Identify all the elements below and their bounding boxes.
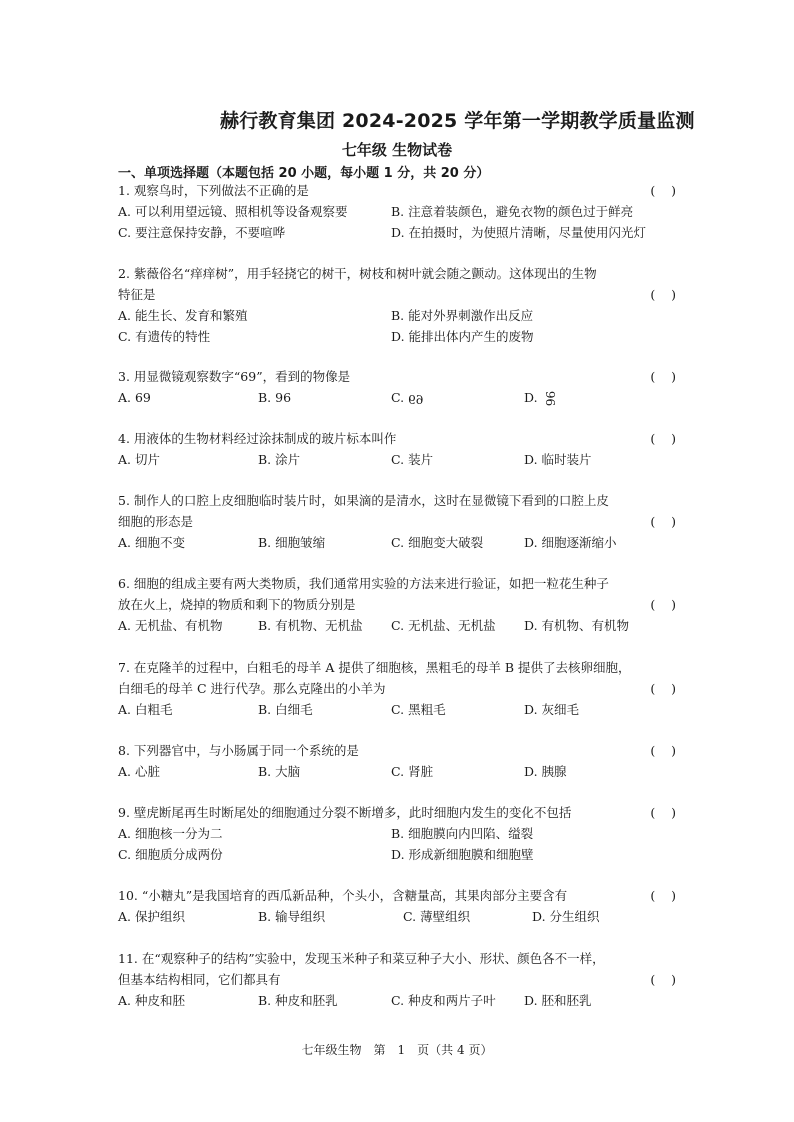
question-1 bbox=[118, 180, 676, 243]
question-6 bbox=[118, 573, 676, 636]
option-d: D. 胰腺 bbox=[524, 764, 567, 779]
question-stem-cont bbox=[118, 969, 676, 990]
options-row bbox=[118, 305, 676, 326]
question-stem-cont bbox=[118, 511, 676, 532]
options-row bbox=[118, 823, 676, 844]
answer-bracket: ( ) bbox=[650, 514, 676, 529]
inverted-number-image: 69 bbox=[408, 392, 424, 406]
option-c: C. 69 bbox=[391, 387, 423, 409]
question-3 bbox=[118, 366, 676, 408]
option-a: A. 保护组织 bbox=[118, 909, 185, 924]
question-2 bbox=[118, 263, 676, 347]
options-row bbox=[118, 990, 676, 1011]
option-a: A. 心脏 bbox=[118, 764, 160, 779]
options-row bbox=[118, 387, 676, 408]
page-footer: 七年级生物 第 1 页（共 4 页） bbox=[301, 1043, 493, 1057]
options-row bbox=[118, 201, 676, 222]
answer-bracket: ( ) bbox=[650, 681, 676, 696]
question-stem bbox=[118, 657, 676, 678]
option-c: C. 肾脏 bbox=[391, 764, 434, 779]
option-a: A. 细胞核一分为二 bbox=[118, 826, 223, 841]
option-a: A. 无机盐、有机物 bbox=[118, 618, 223, 633]
option-d: D. 96 bbox=[524, 387, 557, 409]
option-a: A. 可以利用望远镜、照相机等设备观察要 bbox=[118, 204, 348, 219]
option-a: A. 69 bbox=[118, 390, 151, 405]
option-d: D. 能排出体内产生的废物 bbox=[391, 329, 534, 344]
question-text: 3. 用显微镜观察数字“69”，看到的物像是 bbox=[118, 369, 351, 384]
question-stem bbox=[118, 428, 676, 449]
options-row bbox=[118, 326, 676, 347]
page-title: 赫行教育集团 2024-2025 学年第一学期教学质量监测 bbox=[220, 110, 695, 132]
option-c: C. 要注意保持安静，不要喧哗 bbox=[118, 225, 286, 240]
question-7 bbox=[118, 657, 676, 720]
option-c: C. 装片 bbox=[391, 452, 434, 467]
options-row bbox=[118, 449, 676, 470]
question-text: 细胞的形态是 bbox=[118, 514, 194, 529]
question-11 bbox=[118, 948, 676, 1011]
option-c: C. 细胞质分成两份 bbox=[118, 847, 223, 862]
option-b: B. 细胞皱缩 bbox=[258, 535, 326, 550]
question-text: 放在火上，烧掉的物质和剩下的物质分别是 bbox=[118, 597, 356, 612]
option-b: B. 输导组织 bbox=[258, 909, 326, 924]
options-row bbox=[118, 222, 676, 243]
question-stem-cont bbox=[118, 594, 676, 615]
option-d: D. 在拍摄时，为使照片清晰，尽量使用闪光灯 bbox=[391, 225, 647, 240]
answer-bracket: ( ) bbox=[650, 805, 676, 820]
option-b: B. 白细毛 bbox=[258, 702, 313, 717]
option-a: A. 细胞不变 bbox=[118, 535, 185, 550]
question-text: 1. 观察鸟时，下列做法不正确的是 bbox=[118, 183, 309, 198]
option-b: B. 注意着装颜色，避免衣物的颜色过于鲜亮 bbox=[391, 204, 634, 219]
option-b: B. 细胞膜向内凹陷、缢裂 bbox=[391, 826, 534, 841]
question-9 bbox=[118, 802, 676, 865]
question-stem bbox=[118, 490, 676, 511]
question-text: 但基本结构相同，它们都具有 bbox=[118, 972, 281, 987]
question-stem bbox=[118, 740, 676, 761]
option-c: C. 薄壁组织 bbox=[403, 909, 471, 924]
question-text: 白细毛的母羊 C 进行代孕。那么克隆出的小羊为 bbox=[118, 681, 386, 696]
question-stem-cont bbox=[118, 678, 676, 699]
option-d: D. 细胞逐渐缩小 bbox=[524, 535, 617, 550]
options-row bbox=[118, 906, 676, 927]
page-subtitle: 七年级 生物试卷 bbox=[341, 141, 453, 159]
option-c: C. 细胞变大破裂 bbox=[391, 535, 484, 550]
option-d: D. 分生组织 bbox=[532, 909, 600, 924]
option-c: C. 种皮和两片子叶 bbox=[391, 993, 496, 1008]
option-b: B. 大脑 bbox=[258, 764, 301, 779]
option-b: B. 能对外界刺激作出反应 bbox=[391, 308, 534, 323]
option-b: B. 96 bbox=[258, 390, 292, 405]
option-d: D. 形成新细胞膜和细胞壁 bbox=[391, 847, 534, 862]
option-d: D. 临时装片 bbox=[524, 452, 592, 467]
option-c: C. 无机盐、无机盐 bbox=[391, 618, 496, 633]
options-row bbox=[118, 615, 676, 636]
answer-bracket: ( ) bbox=[650, 183, 676, 198]
answer-bracket: ( ) bbox=[650, 369, 676, 384]
question-stem bbox=[118, 263, 676, 284]
answer-bracket: ( ) bbox=[650, 597, 676, 612]
option-b: B. 有机物、无机盐 bbox=[258, 618, 363, 633]
answer-bracket: ( ) bbox=[650, 431, 676, 446]
question-stem bbox=[118, 948, 676, 969]
question-stem bbox=[118, 180, 676, 201]
question-text: 2. 紫薇俗名“痒痒树”，用手轻挠它的树干，树枝和树叶就会随之颤动。这体现出的生物 bbox=[118, 266, 597, 281]
question-stem bbox=[118, 366, 676, 387]
question-text: 4. 用液体的生物材料经过涂抹制成的玻片标本叫作 bbox=[118, 431, 397, 446]
answer-bracket: ( ) bbox=[650, 743, 676, 758]
option-b: B. 种皮和胚乳 bbox=[258, 993, 338, 1008]
question-text: 10. “小糖丸”是我国培育的西瓜新品种，个头小，含糖量高，其果肉部分主要含有 bbox=[118, 888, 568, 903]
question-text: 5. 制作人的口腔上皮细胞临时装片时，如果滴的是清水，这时在显微镜下看到的口腔上皮 bbox=[118, 493, 609, 508]
option-a: A. 能生长、发育和繁殖 bbox=[118, 308, 248, 323]
option-a: A. 种皮和胚 bbox=[118, 993, 185, 1008]
question-text: 特征是 bbox=[118, 287, 156, 302]
option-a: A. 白粗毛 bbox=[118, 702, 173, 717]
option-a: A. 切片 bbox=[118, 452, 160, 467]
section-heading: 一、单项选择题（本题包括 20 小题，每小题 1 分，共 20 分） bbox=[118, 166, 490, 181]
question-stem-cont bbox=[118, 284, 676, 305]
answer-bracket: ( ) bbox=[650, 972, 676, 987]
answer-bracket: ( ) bbox=[650, 888, 676, 903]
option-d: D. 灰细毛 bbox=[524, 702, 580, 717]
option-d: D. 胚和胚乳 bbox=[524, 993, 592, 1008]
question-5 bbox=[118, 490, 676, 553]
inverted-number-image: 96 bbox=[542, 390, 557, 407]
options-row bbox=[118, 761, 676, 782]
question-text: 6. 细胞的组成主要有两大类物质，我们通常用实验的方法来进行验证，如把一粒花生种子 bbox=[118, 576, 609, 591]
question-stem bbox=[118, 802, 676, 823]
answer-bracket: ( ) bbox=[650, 287, 676, 302]
question-text: 9. 壁虎断尾再生时断尾处的细胞通过分裂不断增多，此时细胞内发生的变化不包括 bbox=[118, 805, 572, 820]
question-stem bbox=[118, 885, 676, 906]
options-row bbox=[118, 699, 676, 720]
question-text: 7. 在克隆羊的过程中，白粗毛的母羊 A 提供了细胞核，黑粗毛的母羊 B 提供了去核卵细胞， bbox=[118, 660, 631, 675]
option-b: B. 涂片 bbox=[258, 452, 301, 467]
question-text: 11. 在“观察种子的结构”实验中，发现玉米种子和菜豆种子大小、形状、颜色各不一样， bbox=[118, 951, 605, 966]
options-row bbox=[118, 532, 676, 553]
question-10 bbox=[118, 885, 676, 927]
question-stem bbox=[118, 573, 676, 594]
options-row bbox=[118, 844, 676, 865]
option-d: D. 有机物、有机物 bbox=[524, 618, 630, 633]
question-4 bbox=[118, 428, 676, 470]
option-c: C. 黑粗毛 bbox=[391, 702, 446, 717]
question-8 bbox=[118, 740, 676, 782]
question-text: 8. 下列器官中，与小肠属于同一个系统的是 bbox=[118, 743, 359, 758]
option-c: C. 有遗传的特性 bbox=[118, 329, 211, 344]
